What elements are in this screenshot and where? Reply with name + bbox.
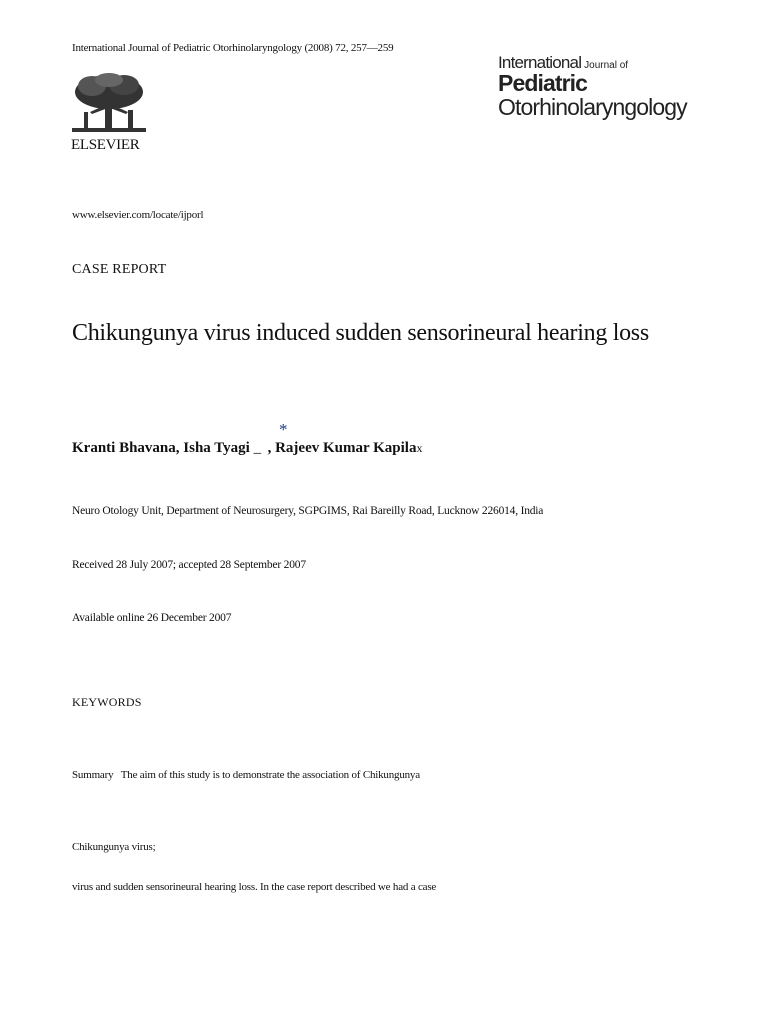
author-name: Isha Tyagi	[183, 440, 250, 456]
summary-paragraph	[72, 769, 420, 781]
keyword-item: Chikungunya virus;	[72, 841, 156, 853]
author-list	[72, 440, 422, 457]
received-dates: Received 28 July 2007; accepted 28 September 2007	[72, 559, 306, 571]
publisher-name: ELSEVIER	[71, 137, 140, 153]
masthead-pediatric: Pediatric	[498, 70, 588, 96]
author-separator: ,	[175, 440, 180, 456]
author-name: Kranti Bhavana	[72, 440, 176, 456]
journal-masthead	[498, 54, 687, 119]
summary-text: The aim of this study is to demonstrate the association of Chikungunya	[120, 769, 420, 781]
available-online-date: Available online 26 December 2007	[72, 612, 232, 624]
masthead-line-1	[498, 54, 687, 71]
author-separator: _	[253, 440, 262, 456]
author-affiliation: Neuro Otology Unit, Department of Neurosurgery, SGPGIMS, Rai Bareilly Road, Lucknow 226014, India	[72, 505, 544, 517]
summary-text-continued: virus and sudden sensorineural hearing loss. In the case report described we had a case	[72, 881, 437, 893]
keywords-heading: KEYWORDS	[72, 695, 142, 709]
corresponding-author-mark[interactable]: *	[279, 420, 288, 439]
section-label: CASE REPORT	[72, 262, 167, 277]
journal-url-link[interactable]: www.elsevier.com/locate/ijporl	[72, 209, 204, 221]
masthead-otorhinolaryngology: Otorhinolaryngology	[498, 94, 687, 120]
author-separator: ,	[267, 440, 272, 456]
author-trailing-mark: x	[416, 441, 423, 455]
article-title: Chikungunya virus induced sudden sensorineural hearing loss	[72, 320, 649, 346]
masthead-international: International	[498, 53, 582, 72]
summary-label: Summary	[72, 769, 114, 781]
elsevier-tree-icon	[70, 72, 148, 136]
author-name: Rajeev Kumar Kapila	[275, 440, 417, 456]
masthead-journal-of: Journal of	[584, 60, 629, 71]
journal-citation: International Journal of Pediatric Otorhinolaryngology (2008) 72, 257—259	[72, 42, 394, 54]
